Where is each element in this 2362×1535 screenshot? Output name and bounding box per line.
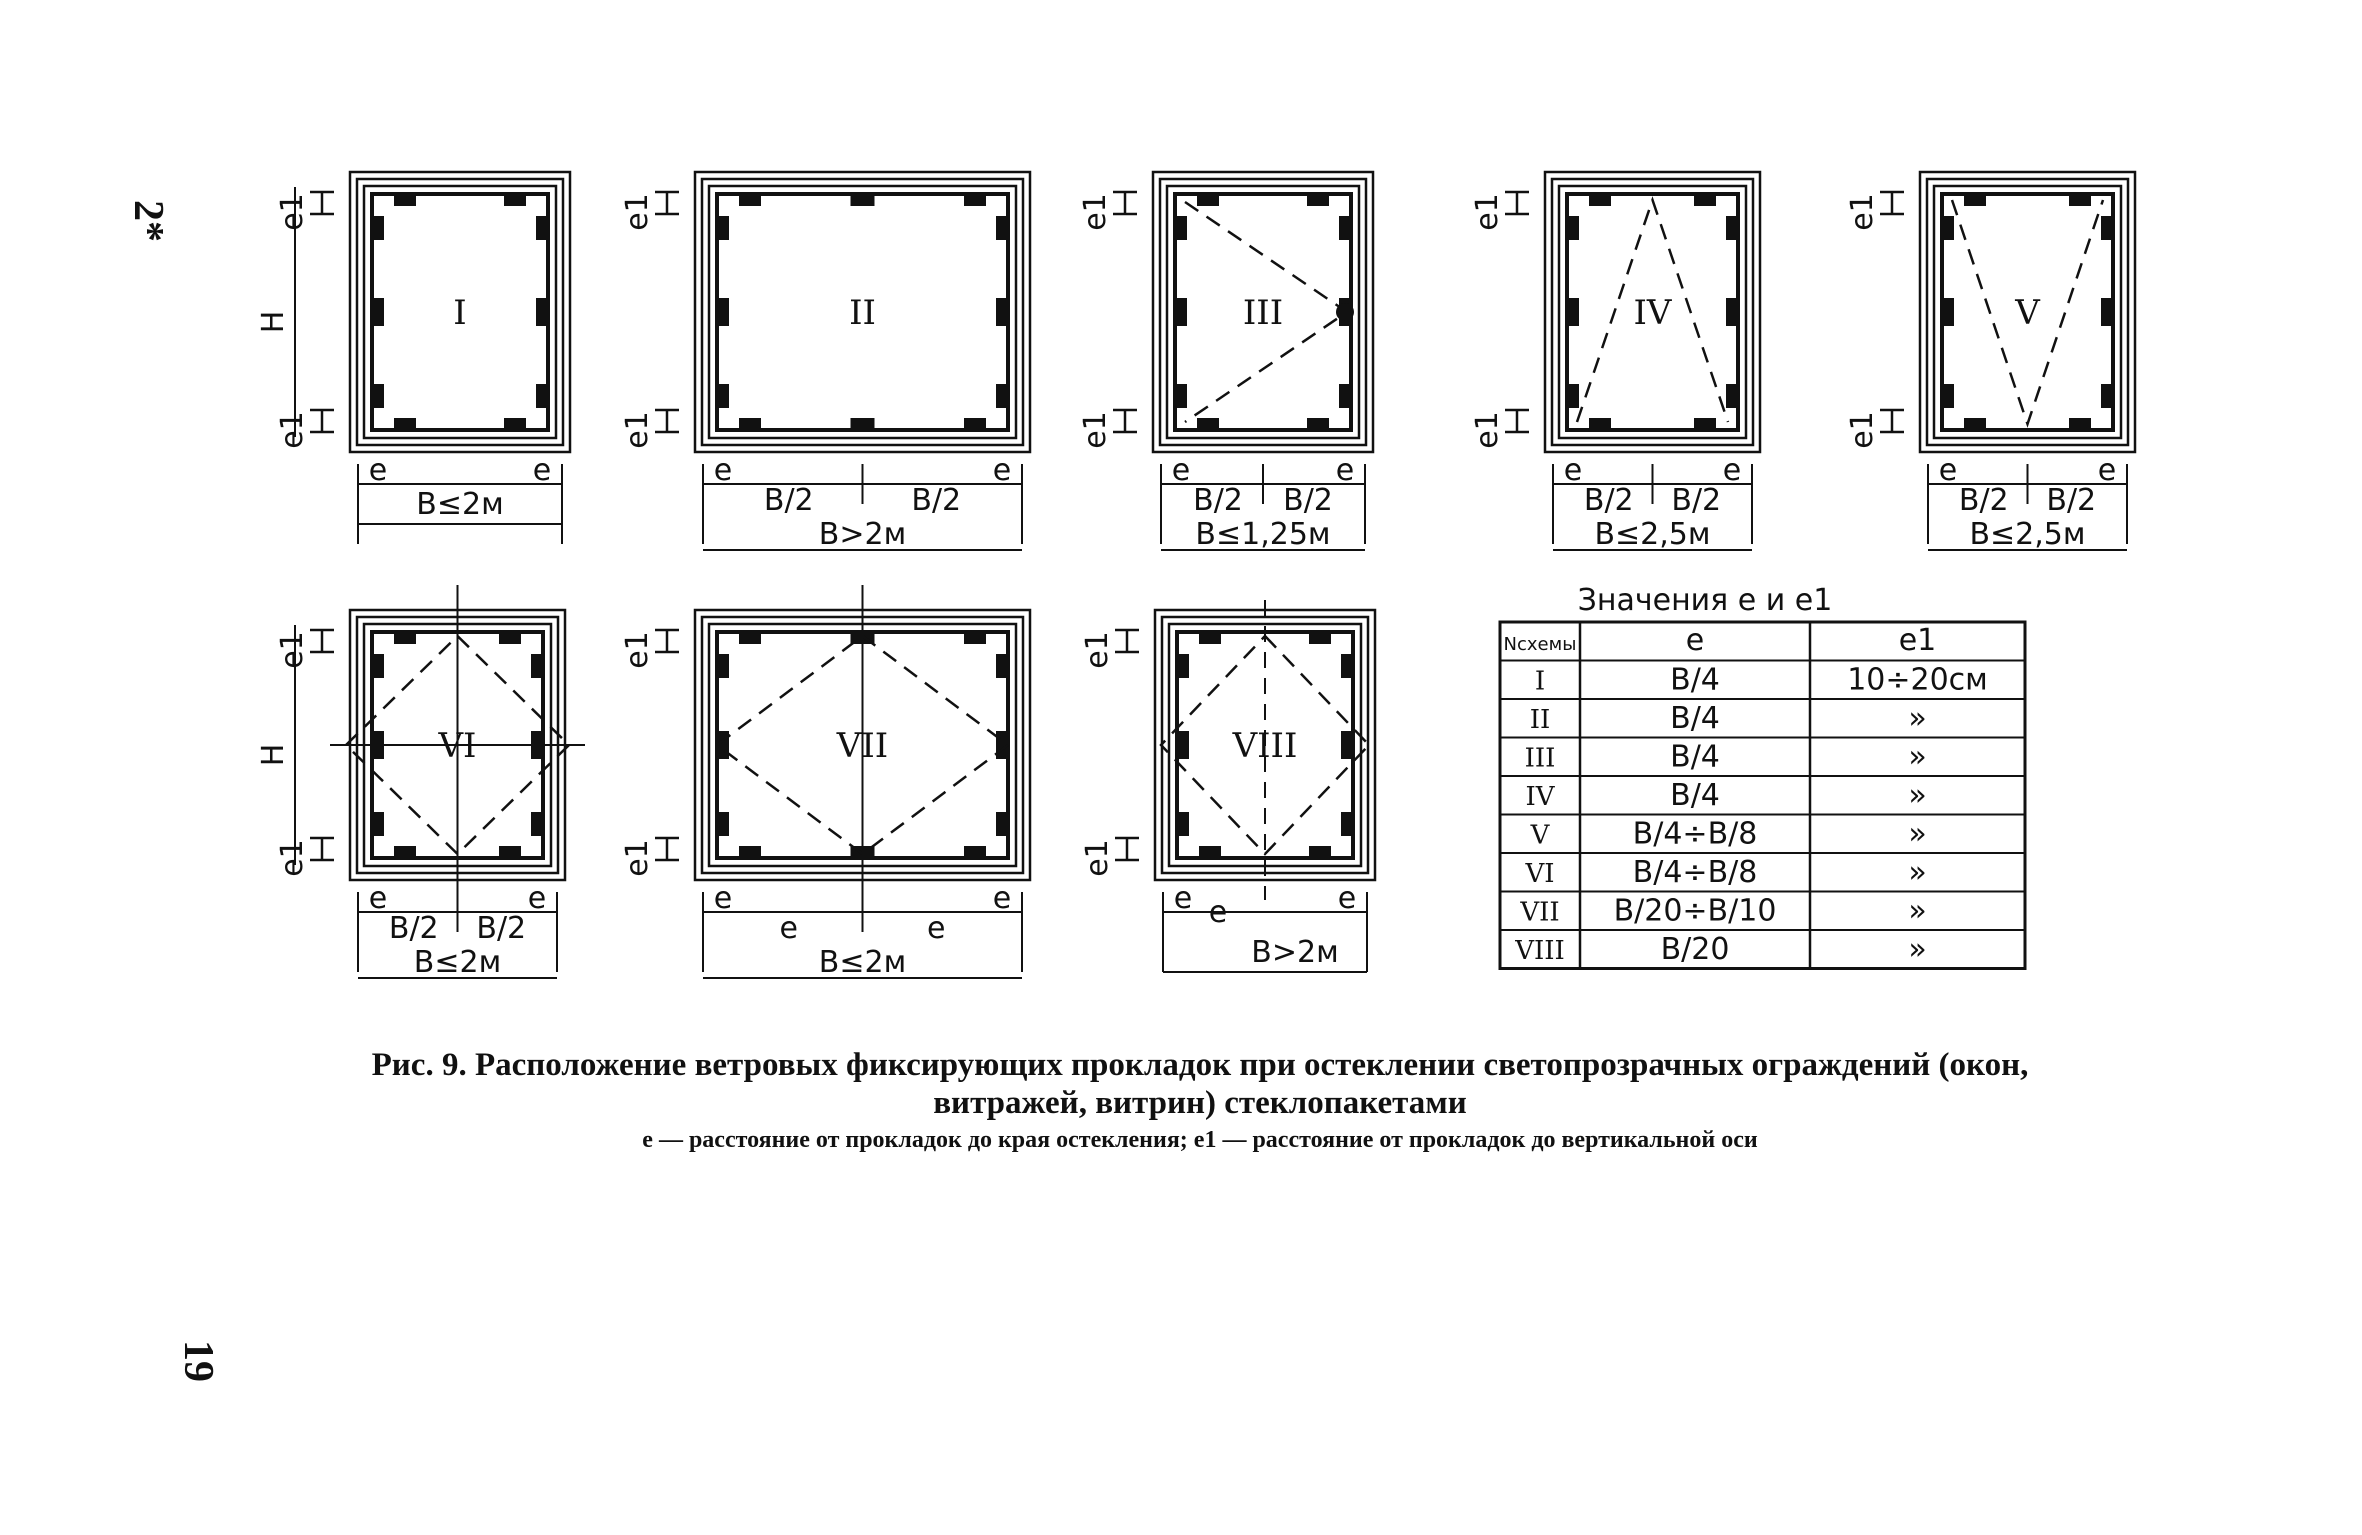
- e1-label: e1: [275, 839, 310, 877]
- table-cell: »: [1908, 932, 1927, 967]
- spacer-pad: [536, 298, 546, 326]
- spacer-pad: [536, 384, 546, 408]
- spacer-pad: [964, 196, 986, 206]
- table-cell: III: [1524, 743, 1556, 774]
- e1-label: e1: [1078, 411, 1113, 449]
- table-cell: »: [1908, 739, 1927, 775]
- table-cell: B/4÷B/8: [1632, 816, 1758, 852]
- spacer-pad: [504, 196, 526, 206]
- table-cell: B/4: [1670, 778, 1720, 813]
- table-cell: B/20: [1660, 932, 1730, 967]
- e1-label: e1: [620, 631, 655, 669]
- dim-label-e: e: [1335, 453, 1355, 488]
- spacer-pad: [394, 418, 416, 428]
- spacer-pad: [739, 418, 761, 428]
- dim-label-e: e: [992, 453, 1012, 488]
- table-cell: B/4: [1670, 739, 1720, 775]
- scheme-number: VI: [438, 726, 477, 766]
- spacer-pad: [996, 812, 1006, 836]
- spacer-pad: [1179, 812, 1189, 836]
- pivot-point: [1336, 303, 1354, 321]
- dim-label-half: B/2: [1958, 483, 2009, 518]
- dim-label-e: e: [992, 881, 1012, 916]
- dim-label-half: B/2: [476, 911, 527, 946]
- scheme-V: [1845, 172, 2135, 552]
- dim-label-e: e: [1563, 453, 1583, 488]
- dim-label-half: B/2: [911, 483, 962, 518]
- scheme-number: IV: [1633, 293, 1672, 333]
- table-title: Значения e и e1: [1577, 583, 1833, 618]
- spacer-pad: [964, 418, 986, 428]
- spacer-pad: [851, 418, 875, 428]
- table-cell: B/4÷B/8: [1632, 855, 1758, 890]
- scheme-number: V: [2015, 293, 2040, 333]
- spacer-pad: [1339, 216, 1349, 240]
- e1-label: e1: [1080, 839, 1115, 877]
- figure-caption: [205, 1046, 2195, 1122]
- scheme-number: I: [453, 293, 467, 333]
- e1-label: e1: [1470, 411, 1505, 449]
- dim-label-e: e: [368, 453, 388, 488]
- spacer-pad: [739, 846, 761, 856]
- spacer-pad: [2069, 418, 2091, 428]
- dim-label-half: B/2: [1671, 483, 1722, 518]
- e1-label: e1: [1080, 631, 1115, 669]
- dim-label-half: B/2: [1583, 483, 1634, 518]
- spacer-pad: [996, 298, 1006, 326]
- spacer-pad: [2101, 216, 2111, 240]
- dim-label-e: e: [1173, 881, 1193, 916]
- spacer-pad: [1197, 196, 1219, 206]
- dim-label-e: e: [1938, 453, 1958, 488]
- spacer-pad: [719, 812, 729, 836]
- spacer-pad: [374, 812, 384, 836]
- dim-label-half: B/2: [1193, 483, 1243, 518]
- table-cell: »: [1908, 893, 1927, 929]
- e1-label: e1: [275, 193, 310, 231]
- scheme-number: VIII: [1232, 726, 1298, 766]
- spacer-pad: [1726, 216, 1736, 240]
- e1-label: e1: [1845, 193, 1880, 231]
- scheme-number: VII: [836, 726, 889, 766]
- table-cell: »: [1908, 778, 1927, 813]
- dim-label-e: e: [527, 881, 547, 916]
- schemes-layer: [256, 172, 2135, 980]
- spacer-pad: [1569, 384, 1579, 408]
- spacer-pad: [374, 384, 384, 408]
- dim-label-e: e: [1208, 895, 1228, 930]
- table-cell: B/20÷B/10: [1613, 893, 1777, 929]
- spacer-pad: [1309, 846, 1331, 856]
- spacer-pad: [719, 298, 729, 326]
- dim-label-total: B>2м: [818, 517, 907, 552]
- table-cell: VII: [1520, 897, 1560, 928]
- spacer-pad: [1726, 298, 1736, 326]
- table-cell: I: [1534, 666, 1546, 697]
- spacer-pad: [499, 634, 521, 644]
- e1-label: e1: [275, 631, 310, 669]
- spacer-pad: [1199, 634, 1221, 644]
- spacer-pad: [1694, 418, 1716, 428]
- spacer-pad: [1569, 216, 1579, 240]
- e1-label: e1: [275, 411, 310, 449]
- spacer-pad: [1589, 196, 1611, 206]
- spacer-pad: [719, 731, 729, 759]
- scheme-III: [1078, 172, 1373, 552]
- spacer-pad: [996, 384, 1006, 408]
- dim-label-total: B≤2м: [416, 487, 504, 522]
- spacer-pad: [739, 196, 761, 206]
- spacer-pad: [1177, 298, 1187, 326]
- spacer-pad: [1726, 384, 1736, 408]
- e1-label: e1: [620, 839, 655, 877]
- table-cell: »: [1908, 701, 1927, 736]
- scheme-II: [620, 172, 1030, 552]
- spacer-pad: [1341, 731, 1351, 759]
- table-cell: IV: [1525, 782, 1555, 812]
- spacer-pad: [964, 634, 986, 644]
- spacer-pad: [1964, 418, 1986, 428]
- e1-label: e1: [1845, 411, 1880, 449]
- table-cell: VI: [1525, 859, 1555, 889]
- dim-label-e: e: [713, 881, 733, 916]
- height-label: H: [256, 743, 291, 767]
- spacer-pad: [1307, 418, 1329, 428]
- spacer-pad: [739, 634, 761, 644]
- scheme-I: [256, 172, 570, 544]
- table-header-cell: e1: [1898, 623, 1937, 658]
- spacer-pad: [1177, 384, 1187, 408]
- dim-label-e: e: [532, 453, 552, 488]
- page-number: 19: [175, 1340, 221, 1382]
- spacer-pad: [2101, 384, 2111, 408]
- spacer-pad: [1944, 216, 1954, 240]
- e1-label: e1: [620, 193, 655, 231]
- e1-label: e1: [620, 411, 655, 449]
- spacer-pad: [1307, 196, 1329, 206]
- e1-label: e1: [1470, 193, 1505, 231]
- dim-label-e: e: [1337, 881, 1357, 916]
- spacer-pad: [536, 216, 546, 240]
- spacer-pad: [851, 196, 875, 206]
- spacer-pad: [394, 634, 416, 644]
- table-cell: V: [1530, 820, 1550, 851]
- spacer-pad: [1944, 384, 1954, 408]
- table-cell: B/4: [1670, 662, 1720, 698]
- page-top-mark: 2*: [125, 200, 171, 242]
- dim-label-e: e: [1722, 453, 1742, 488]
- table-cell: 10÷20см: [1847, 662, 1988, 698]
- spacer-pad: [996, 216, 1006, 240]
- dim-label-e: e: [713, 453, 733, 488]
- spacer-pad: [1341, 812, 1351, 836]
- spacer-pad: [1197, 418, 1219, 428]
- dim-label-total: B≤2м: [818, 945, 907, 980]
- dim-label-half: B/2: [2046, 483, 2097, 518]
- dim-label-total: B≤2,5м: [1969, 517, 2086, 552]
- spacer-pad: [1694, 196, 1716, 206]
- spacer-pad: [1177, 216, 1187, 240]
- spacer-pad: [499, 846, 521, 856]
- dim-label-half: e: [927, 911, 946, 946]
- dim-label-e: e: [2097, 453, 2117, 488]
- spacer-pad: [531, 812, 541, 836]
- e1-label: e1: [1078, 193, 1113, 231]
- spacer-pad: [504, 418, 526, 428]
- values-table: [1500, 583, 2025, 969]
- spacer-pad: [2101, 298, 2111, 326]
- spacer-pad: [2069, 196, 2091, 206]
- spacer-pad: [719, 384, 729, 408]
- dim-label-half: B/2: [1283, 483, 1333, 518]
- table-cell: »: [1908, 816, 1927, 852]
- spacer-pad: [1569, 298, 1579, 326]
- spacer-pad: [1341, 654, 1351, 678]
- scheme-IV: [1470, 172, 1760, 552]
- spacer-pad: [996, 654, 1006, 678]
- dim-label-total: B≤2м: [413, 945, 502, 980]
- spacer-pad: [1964, 196, 1986, 206]
- table-cell: B/4: [1670, 701, 1720, 736]
- table-cell: »: [1908, 855, 1927, 890]
- spacer-pad: [1309, 634, 1331, 644]
- scheme-VII: [620, 585, 1030, 980]
- spacer-pad: [374, 654, 384, 678]
- table-header-cell: Nсхемы: [1503, 634, 1577, 655]
- scheme-number: II: [849, 293, 876, 333]
- dim-label-half: e: [779, 911, 798, 946]
- table-cell: II: [1529, 705, 1551, 735]
- caption-line-1: Рис. 9. Расположение ветровых фиксирующих прокладок при остеклении светопрозрачных ограждений (окон,: [371, 1047, 2029, 1083]
- figure-legend: e — расстояние от прокладок до края остекления; e1 — расстояние от прокладок до вертикальной оси: [642, 1127, 1758, 1153]
- height-label: H: [256, 310, 291, 334]
- scheme-VI: [256, 585, 585, 980]
- spacer-pad: [719, 654, 729, 678]
- spacer-pad: [1199, 846, 1221, 856]
- scheme-VIII: [1080, 600, 1375, 972]
- spacer-pad: [531, 654, 541, 678]
- spacer-pad: [394, 846, 416, 856]
- spacer-pad: [374, 216, 384, 240]
- table-cell: VIII: [1515, 936, 1565, 966]
- spacer-pad: [719, 216, 729, 240]
- spacer-pad: [996, 731, 1006, 759]
- spacer-pad: [964, 846, 986, 856]
- dim-label-total: B>2м: [1251, 935, 1339, 970]
- dim-label-e: e: [1171, 453, 1191, 488]
- spacer-pad: [1944, 298, 1954, 326]
- dim-label-total: B≤1,25м: [1195, 517, 1331, 552]
- dim-label-total: B≤2,5м: [1594, 517, 1711, 552]
- dim-label-half: B/2: [763, 483, 814, 518]
- spacer-pad: [1339, 384, 1349, 408]
- table-header-cell: e: [1685, 623, 1705, 658]
- scheme-number: III: [1242, 293, 1284, 333]
- dim-label-half: B/2: [388, 911, 439, 946]
- spacer-pad: [1589, 418, 1611, 428]
- spacer-pad: [1179, 731, 1189, 759]
- spacer-pad: [374, 298, 384, 326]
- caption-line-2: витражей, витрин) стеклопакетами: [933, 1085, 1467, 1121]
- spacer-pad: [394, 196, 416, 206]
- spacer-pad: [1179, 654, 1189, 678]
- dim-label-e: e: [368, 881, 388, 916]
